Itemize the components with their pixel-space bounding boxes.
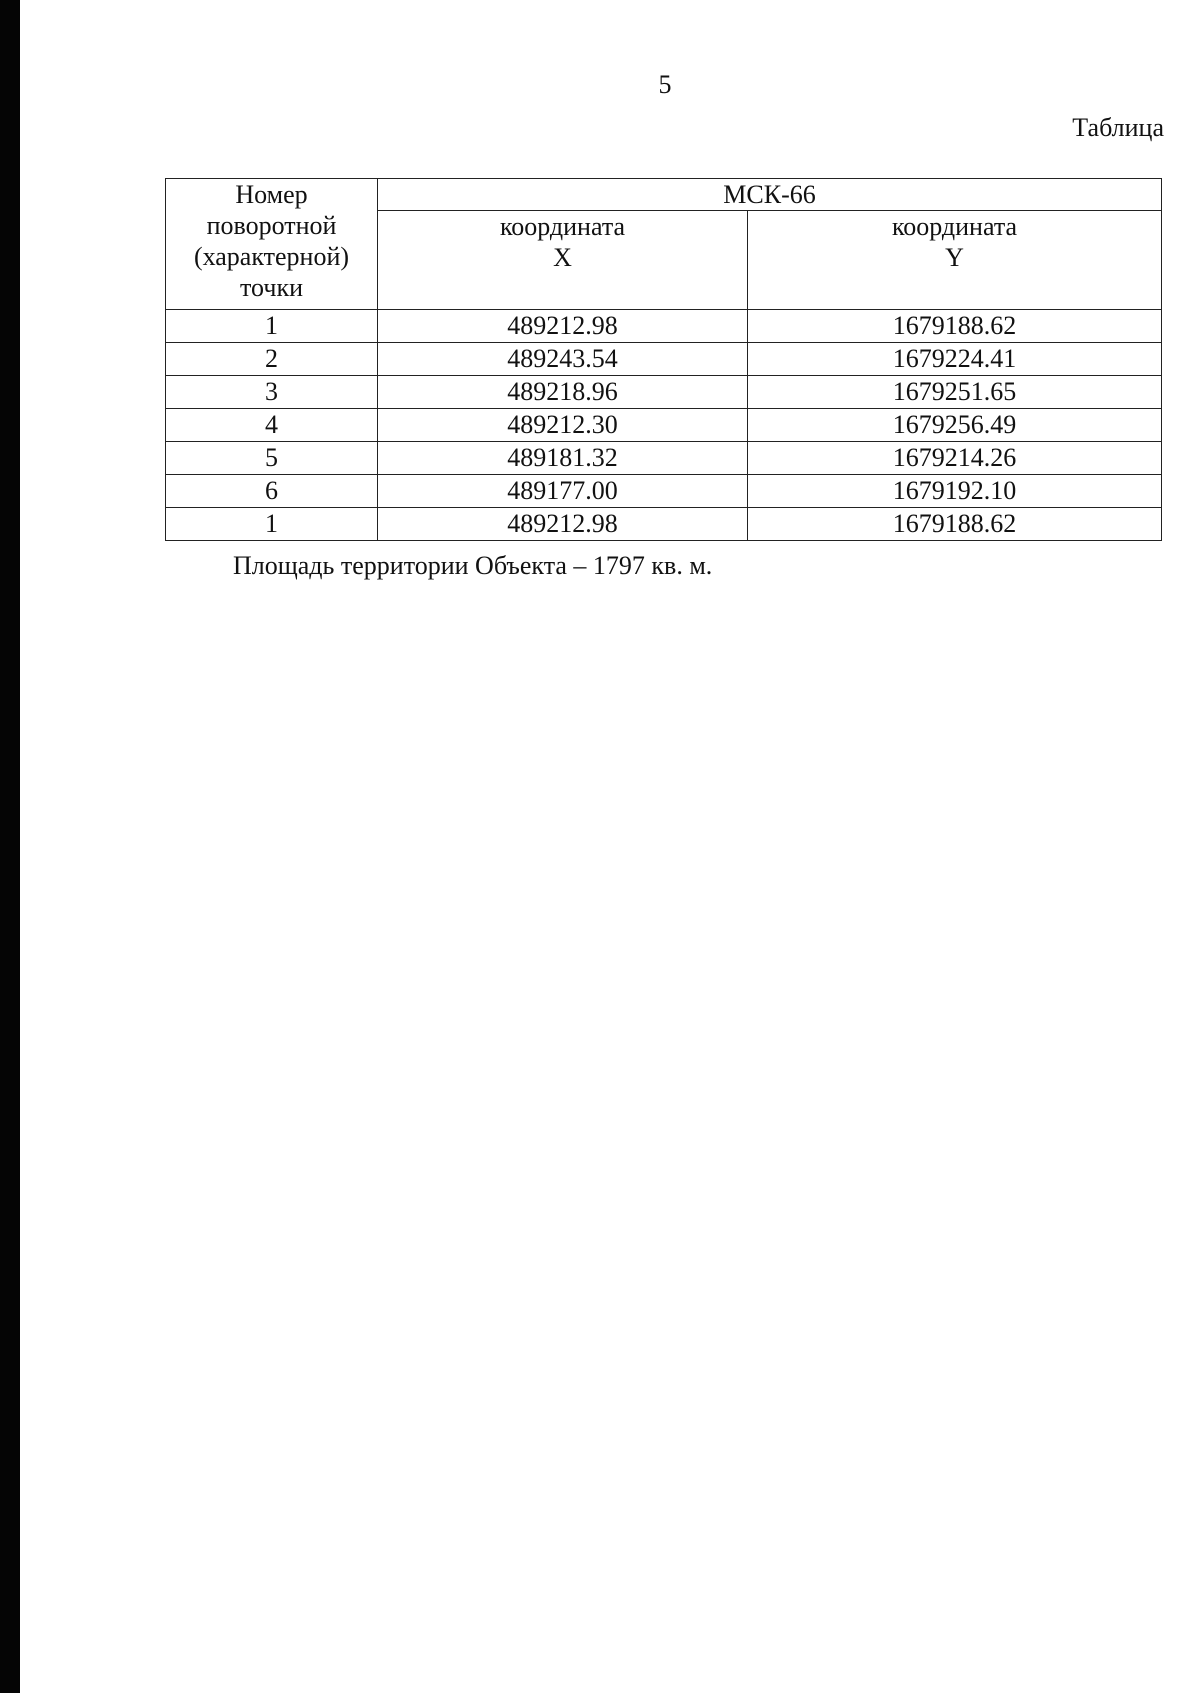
- header-y-line: Y: [945, 243, 964, 272]
- cell-point: 5: [166, 442, 378, 475]
- header-row-top: [166, 179, 1162, 211]
- table-row: [166, 376, 1162, 409]
- header-x-line: X: [553, 243, 572, 272]
- header-point-line: (характерной): [193, 242, 350, 271]
- table-row: [166, 343, 1162, 376]
- cell-x: 489212.30: [378, 409, 748, 442]
- table-row: [166, 310, 1162, 343]
- header-point-line: точки: [240, 273, 303, 302]
- cell-x: 489212.98: [378, 508, 748, 541]
- cell-point: 1: [166, 508, 378, 541]
- scan-edge-bar: [0, 0, 20, 1693]
- cell-x: 489243.54: [378, 343, 748, 376]
- page-number: 5: [658, 70, 672, 99]
- cell-y: 1679188.62: [748, 508, 1162, 541]
- header-point-number: [166, 179, 378, 310]
- table-row: [166, 508, 1162, 541]
- cell-y: 1679192.10: [748, 475, 1162, 508]
- table-row: [166, 475, 1162, 508]
- cell-x: 489218.96: [378, 376, 748, 409]
- cell-x: 489177.00: [378, 475, 748, 508]
- cell-y: 1679251.65: [748, 376, 1162, 409]
- cell-y: 1679214.26: [748, 442, 1162, 475]
- cell-y: 1679188.62: [748, 310, 1162, 343]
- header-point-line: Номер: [235, 180, 308, 209]
- table-caption: Таблица: [1072, 113, 1164, 142]
- header-y-line: координата: [891, 212, 1018, 241]
- area-note: Площадь территории Объекта – 1797 кв. м.: [233, 551, 713, 580]
- header-coordinate-system: МСК-66: [378, 179, 1162, 211]
- cell-x: 489181.32: [378, 442, 748, 475]
- header-coordinate-y: [748, 211, 1162, 310]
- header-point-line: поворотной: [206, 211, 337, 240]
- table-row: [166, 442, 1162, 475]
- table-row: [166, 409, 1162, 442]
- coordinates-table: [165, 178, 1162, 541]
- cell-point: 3: [166, 376, 378, 409]
- cell-y: 1679224.41: [748, 343, 1162, 376]
- cell-point: 1: [166, 310, 378, 343]
- cell-point: 6: [166, 475, 378, 508]
- header-coordinate-x: [378, 211, 748, 310]
- cell-x: 489212.98: [378, 310, 748, 343]
- cell-point: 4: [166, 409, 378, 442]
- cell-y: 1679256.49: [748, 409, 1162, 442]
- header-x-line: координата: [499, 212, 626, 241]
- cell-point: 2: [166, 343, 378, 376]
